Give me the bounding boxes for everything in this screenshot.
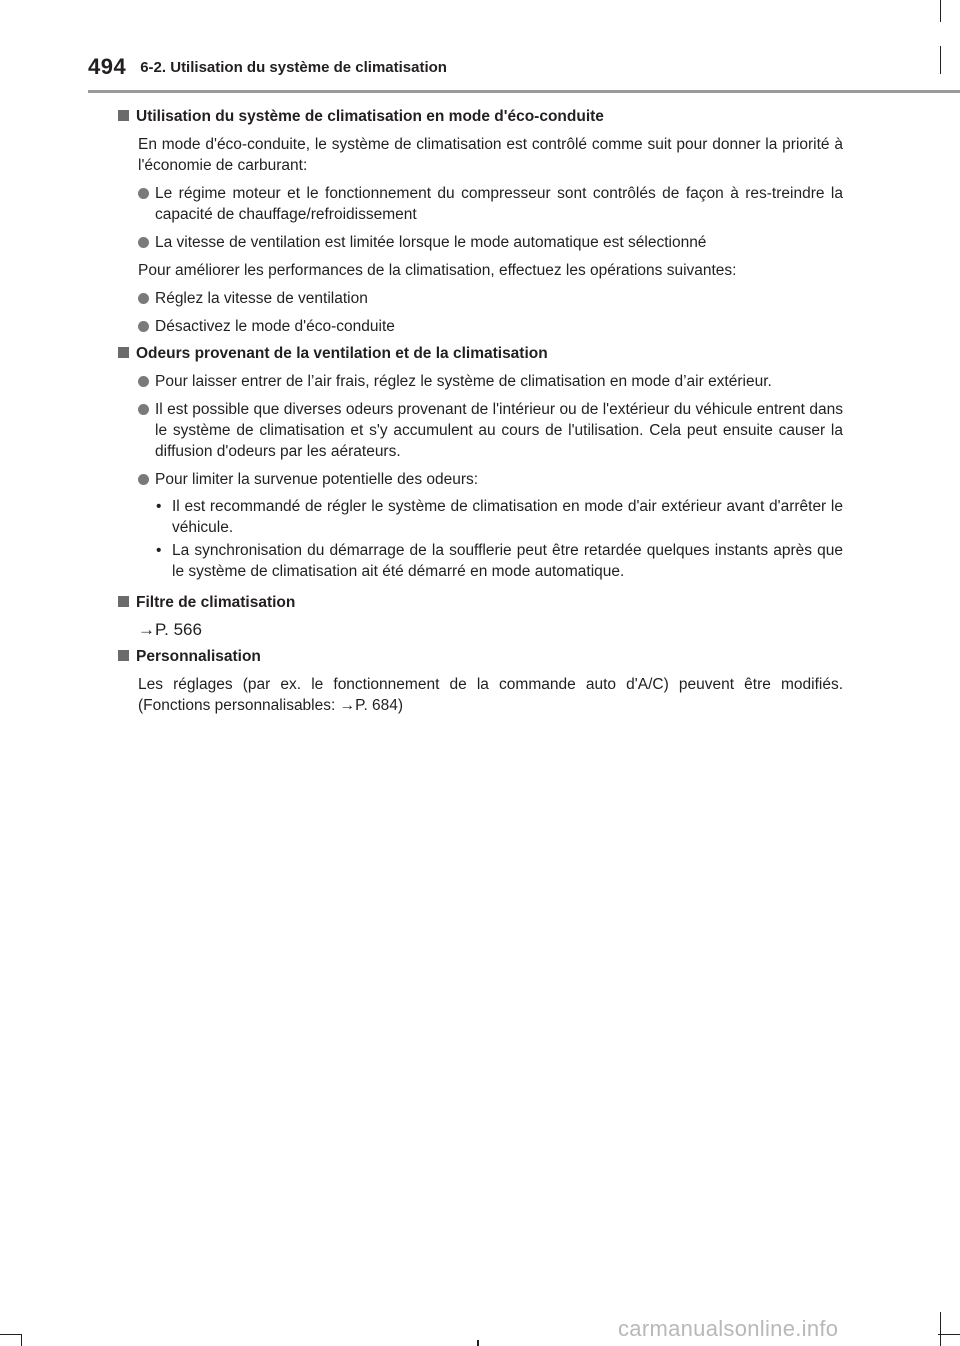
bullet-item — [138, 232, 843, 253]
sub-item-marker: • — [156, 542, 162, 559]
section-heading — [118, 646, 843, 667]
bullet-item — [138, 399, 843, 462]
paragraph: Les réglages (par ex. le fonctionnement de la commande auto d'A/C) peuvent être modifiés. (Fonctions personnalisables: →P. 684) — [138, 676, 843, 714]
round-bullet-icon — [138, 404, 149, 415]
bullet-item — [138, 371, 843, 392]
sub-item — [156, 540, 843, 582]
bullet-text: Pour limiter la survenue potentielle des odeurs: — [155, 471, 479, 488]
round-bullet-icon — [138, 474, 149, 485]
crop-mark — [938, 1334, 960, 1335]
crop-mark — [940, 1312, 941, 1346]
round-bullet-icon — [138, 321, 149, 332]
page-reference: →P. 566 — [138, 620, 202, 639]
bullet-text: Réglez la vitesse de ventilation — [155, 290, 368, 307]
bullet-item — [138, 469, 843, 490]
section-heading-text: Utilisation du système de climatisation en mode d'éco-conduite — [136, 108, 604, 125]
crop-mark — [940, 46, 941, 74]
section-heading-text: Odeurs provenant de la ventilation et de la climatisation — [136, 345, 548, 362]
section-heading-text: Personnalisation — [136, 648, 261, 665]
bullet-text: Pour laisser entrer de l’air frais, réglez le système de climatisation en mode d’air extérieur. — [155, 373, 772, 390]
header-divider — [88, 90, 960, 93]
square-bullet-icon — [118, 110, 129, 121]
round-bullet-icon — [138, 376, 149, 387]
section-title: 6-2. Utilisation du système de climatisation — [140, 59, 447, 76]
bullet-item — [138, 316, 843, 337]
section-heading — [118, 343, 843, 364]
sub-list — [118, 496, 843, 582]
sub-item-marker: • — [156, 498, 162, 515]
section-heading — [118, 592, 843, 613]
square-bullet-icon — [118, 596, 129, 607]
bullet-item — [138, 183, 843, 225]
crop-mark — [940, 0, 941, 22]
page-header — [88, 54, 447, 84]
crop-mark — [0, 1334, 22, 1335]
bullet-text: Le régime moteur et le fonctionnement du compresseur sont contrôlés de façon à res-treindre la capacité de chauffage/refroidissement — [155, 185, 843, 223]
sub-item-text: La synchronisation du démarrage de la soufflerie peut être retardée quelques instants après que le système de climatisation ait été démarré en mode automatique. — [172, 542, 843, 580]
round-bullet-icon — [138, 188, 149, 199]
bullet-text: Il est possible que diverses odeurs provenant de l'intérieur ou de l'extérieur du véhicule entrent dans le système de climatisation et s'y accumulent au cours de l'utilisation. Cela peut ensuite causer la diffusion d'odeurs par les aérateurs. — [155, 401, 843, 460]
crop-mark — [477, 1340, 479, 1346]
sub-item — [156, 496, 843, 538]
square-bullet-icon — [118, 347, 129, 358]
page-number: 494 — [88, 54, 127, 79]
paragraph: Pour améliorer les performances de la climatisation, effectuez les opérations suivantes: — [138, 262, 737, 279]
square-bullet-icon — [118, 650, 129, 661]
page-content — [118, 106, 843, 716]
sub-item-text: Il est recommandé de régler le système de climatisation en mode d'air extérieur avant d'arrêter le véhicule. — [172, 498, 843, 536]
bullet-item — [138, 288, 843, 309]
bullet-text: Désactivez le mode d'éco-conduite — [155, 318, 395, 335]
section-heading — [118, 106, 843, 127]
crop-mark — [21, 1334, 22, 1346]
paragraph: En mode d'éco-conduite, le système de climatisation est contrôlé comme suit pour donner la priorité à l'économie de carburant: — [138, 136, 843, 174]
section-heading-text: Filtre de climatisation — [136, 594, 296, 611]
bullet-text: La vitesse de ventilation est limitée lorsque le mode automatique est sélectionné — [155, 234, 707, 251]
watermark: carmanualsonline.info — [618, 1316, 839, 1341]
round-bullet-icon — [138, 293, 149, 304]
round-bullet-icon — [138, 237, 149, 248]
